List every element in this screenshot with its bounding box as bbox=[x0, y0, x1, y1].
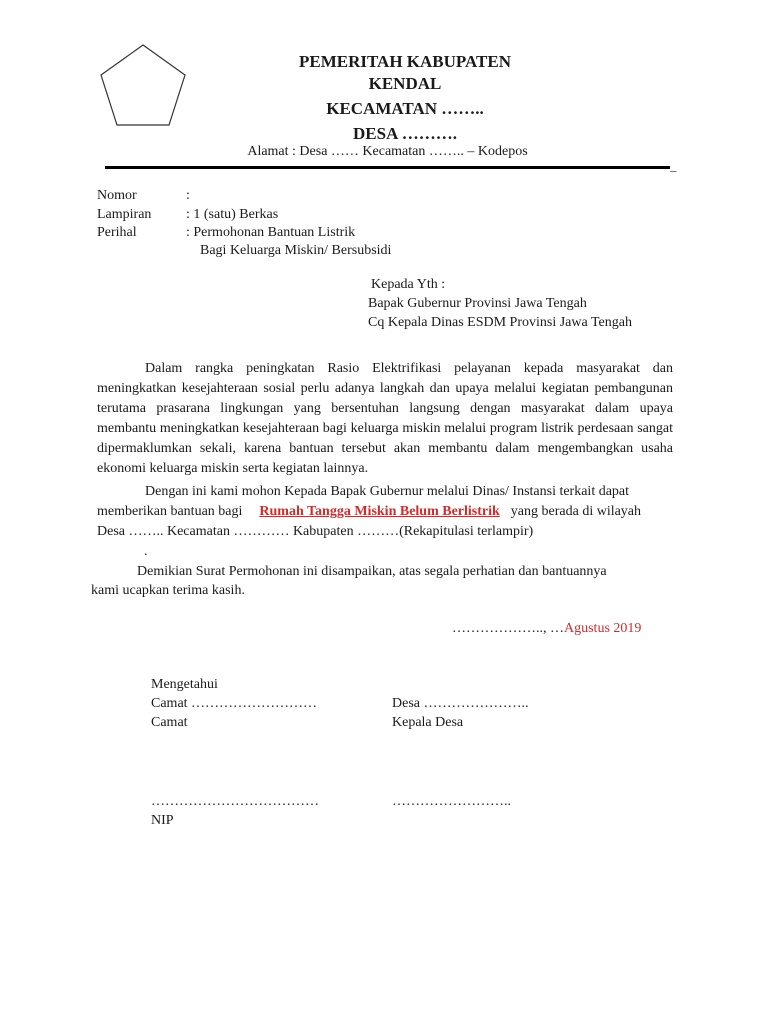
closing-line-2: kami ucapkan terima kasih. bbox=[91, 583, 245, 598]
perihal-label: Perihal bbox=[97, 225, 137, 240]
perihal-value: : Permohonan Bantuan Listrik bbox=[186, 225, 356, 240]
recipient-line-1: Bapak Gubernur Provinsi Jawa Tengah bbox=[368, 296, 587, 311]
body-paragraph-1: Dalam rangka peningkatan Rasio Elektrifikasi pelayanan kepada masyarakat dan meningkatkan kesejahteraan sosial perlu adanya langkah dan upaya melalui kegiatan pembangunan terutama prasarana lingkungan yang bersentuhan langsung dengan masyarakat dalam upaya membantu meningkatkan kesejahteraan bagi keluarga miskin melalui program listrik perdesaan sangat dipermaklumkan sekali, karena bantuan tersebut akan membantu dalam mengembangkan usaha ekonomi keluarga miskin serta kegiatan lainnya. bbox=[97, 361, 673, 476]
date-line bbox=[452, 621, 641, 637]
letterhead-divider bbox=[105, 166, 670, 169]
date-month-year: Agustus 2019 bbox=[564, 621, 642, 636]
camat-title: Camat bbox=[151, 715, 188, 730]
body-paragraph-2-line-3: Desa …….. Kecamatan ………… Kabupaten ………(Rekapitulasi terlampir) bbox=[97, 524, 534, 539]
perihal-value-continued: Bagi Keluarga Miskin/ Bersubsidi bbox=[200, 243, 392, 258]
closing-line-1: Demikian Surat Permohonan ini disampaikan, atas segala perhatian dan bantuannya bbox=[137, 564, 607, 579]
nip-label: NIP bbox=[151, 813, 174, 828]
stray-dot: . bbox=[144, 544, 148, 559]
camat-dots: Camat ……………………… bbox=[151, 696, 318, 711]
body-paragraph-2-line-2 bbox=[97, 504, 641, 520]
letterhead-line-1: PEMERITAH KABUPATEN bbox=[298, 52, 512, 71]
letterhead-divider-tail: _ bbox=[670, 158, 677, 173]
desa-dots: Desa ………………….. bbox=[392, 696, 529, 711]
body-paragraph-2-line-1: Dengan ini kami mohon Kepada Bapak Gubernur melalui Dinas/ Instansi terkait dapat bbox=[145, 484, 630, 499]
kepala-desa-title: Kepala Desa bbox=[392, 715, 464, 730]
logo-pentagon-icon bbox=[98, 42, 188, 128]
body-paragraph-2-post: yang berada di wilayah bbox=[510, 504, 642, 519]
highlight-rumah-tangga-miskin: Rumah Tangga Miskin Belum Berlistrik bbox=[259, 504, 500, 519]
nomor-value: : bbox=[186, 188, 190, 203]
lampiran-value: : 1 (satu) Berkas bbox=[186, 207, 279, 222]
letterhead-address: Alamat : Desa …… Kecamatan …….. – Kodepos bbox=[247, 144, 528, 159]
recipient-greeting: Kepada Yth : bbox=[371, 277, 446, 292]
kepala-desa-signature-line: …………………….. bbox=[392, 794, 511, 809]
nomor-label: Nomor bbox=[97, 188, 137, 203]
date-place: ……………….., … bbox=[452, 621, 564, 636]
letterhead-line-3: KECAMATAN …….. bbox=[326, 99, 484, 118]
letterhead-line-4: DESA ………. bbox=[353, 124, 457, 143]
body-paragraph-2-pre: memberikan bantuan bagi bbox=[97, 504, 243, 519]
camat-signature-line: ……………………………… bbox=[151, 794, 319, 809]
lampiran-label: Lampiran bbox=[97, 207, 152, 222]
recipient-line-2: Cq Kepala Dinas ESDM Provinsi Jawa Tengah bbox=[368, 315, 632, 330]
letterhead-line-2: KENDAL bbox=[368, 74, 442, 93]
mengetahui-label: Mengetahui bbox=[151, 677, 218, 692]
